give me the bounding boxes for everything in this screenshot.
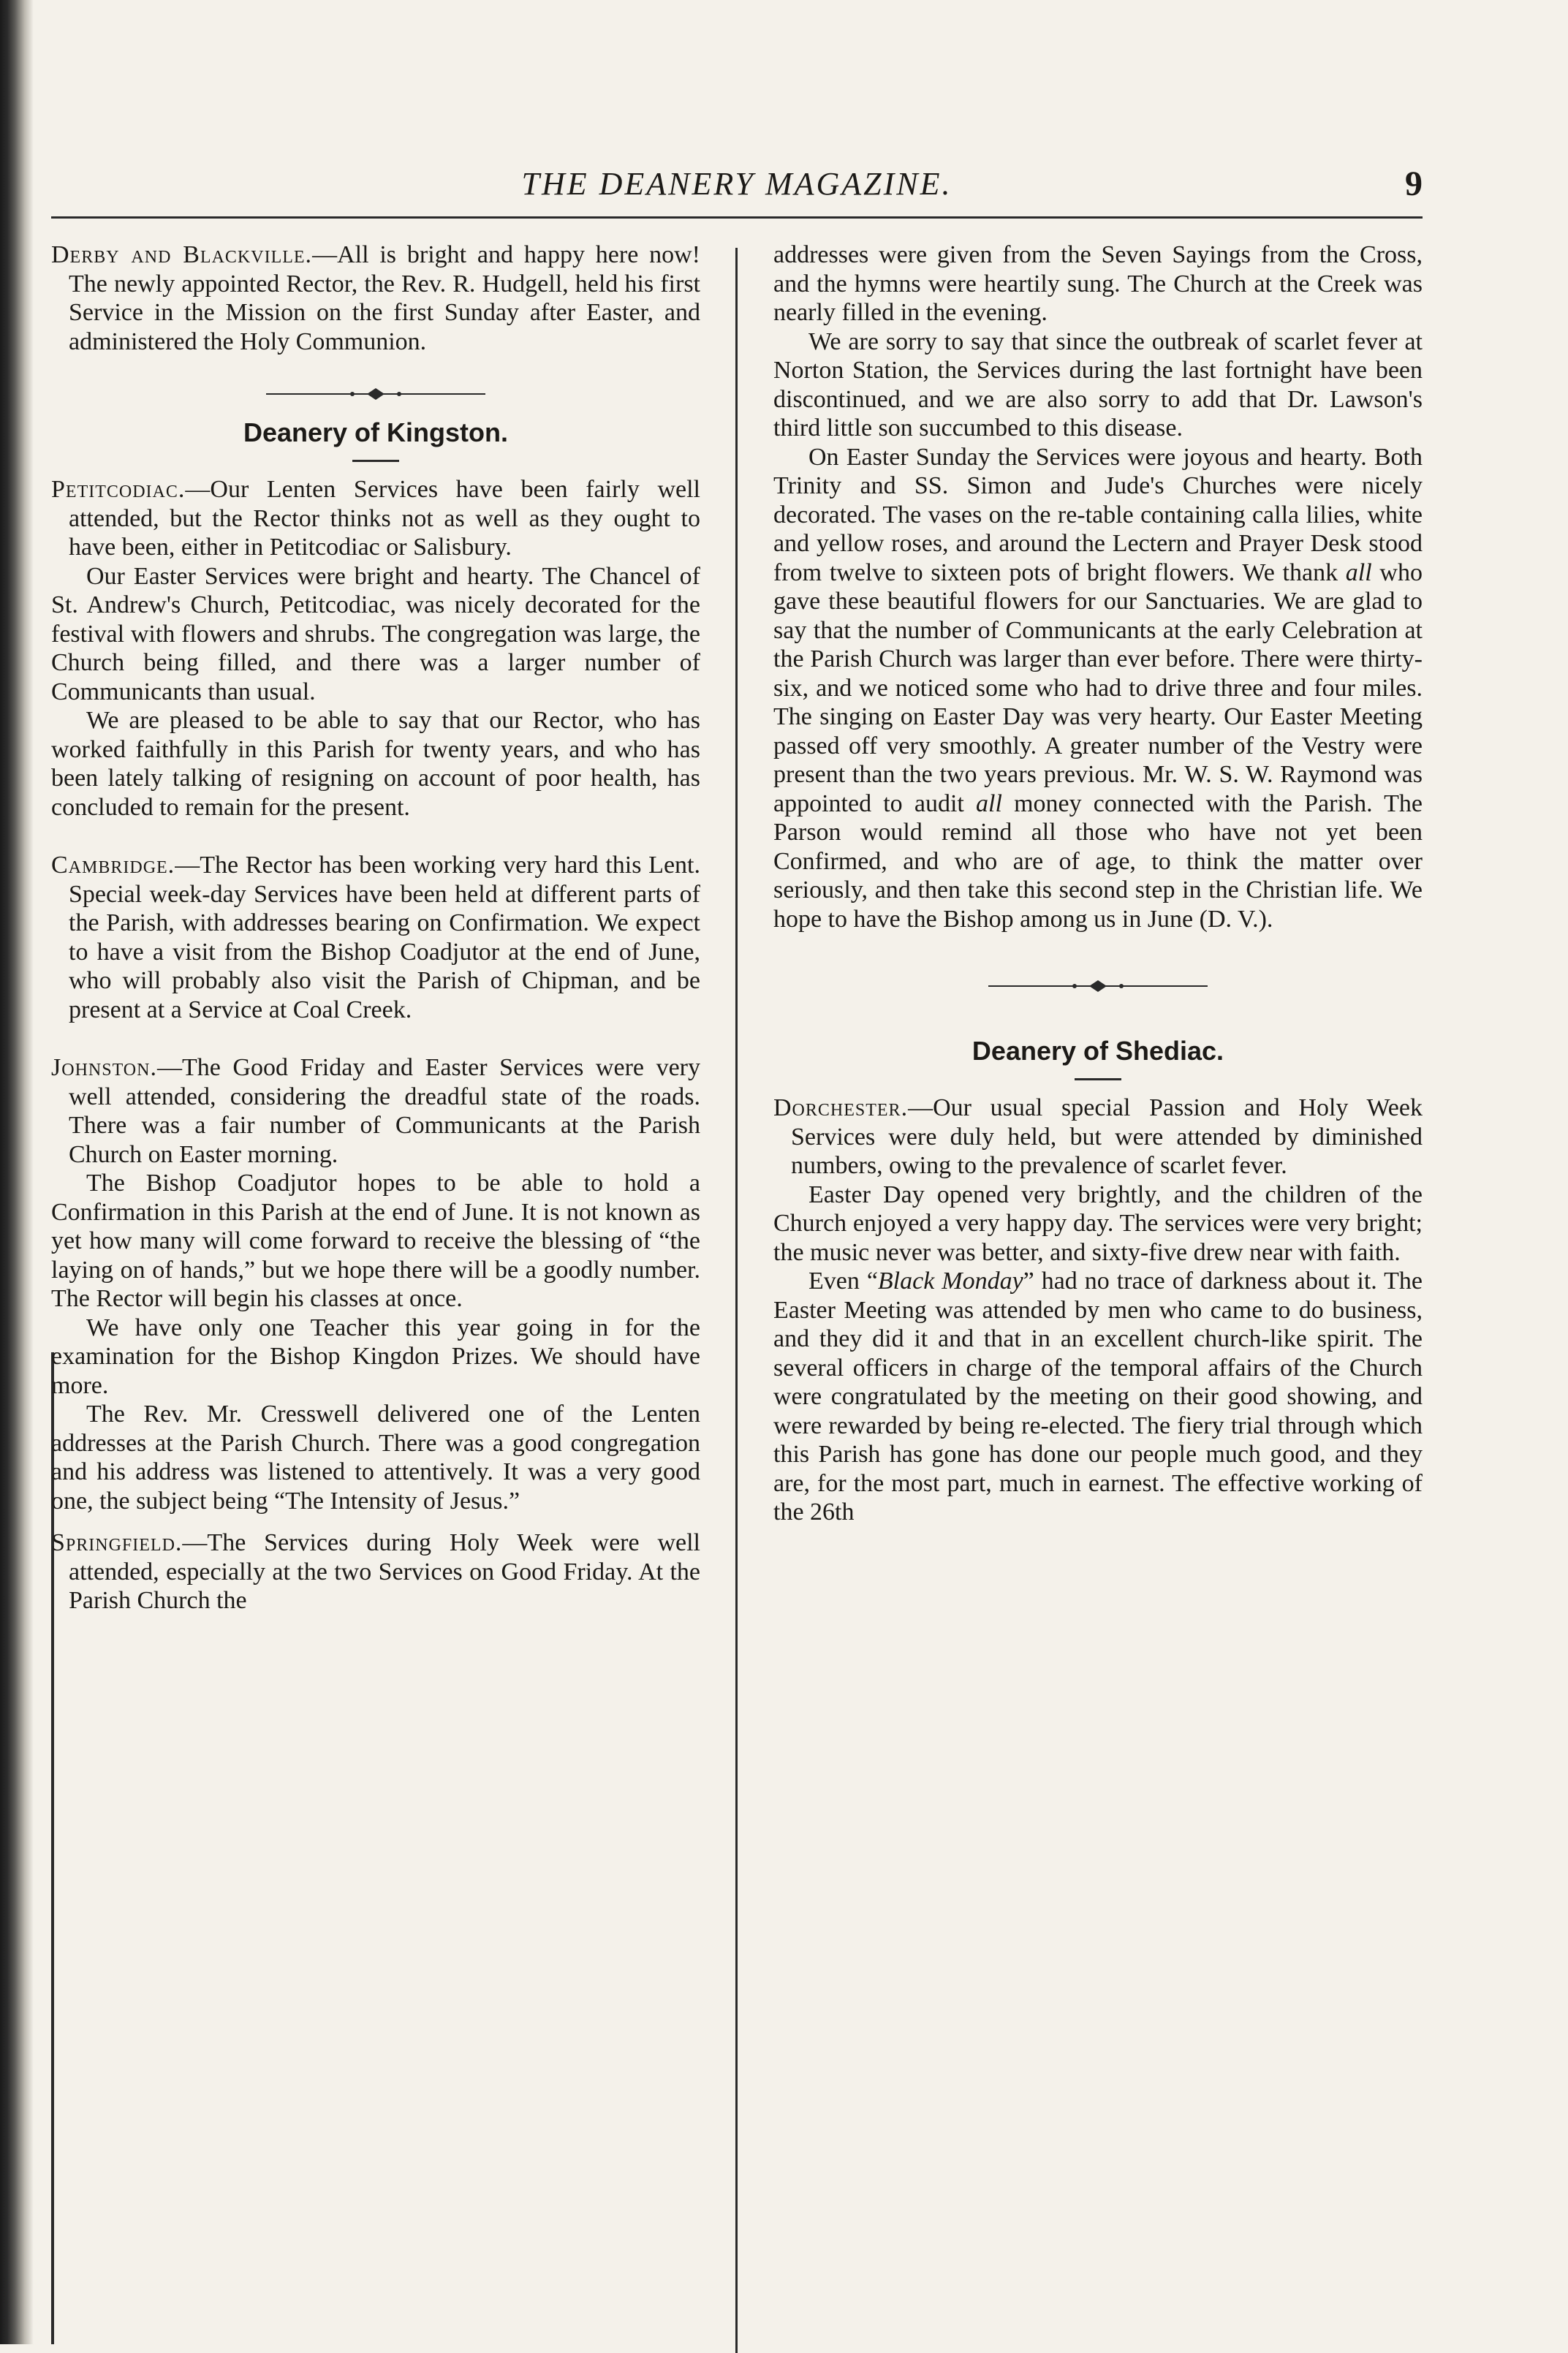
paragraph-dorchester-3: Even “Black Monday” had no trace of darkness about it. The Easter Meeting was attended by men who came to do business, and they did it and that in an excellent church-like spirit. The several officers in charge of the temporal affairs of the Church were congratulated by the meeting on their good showing, and were rewarded by being re-elected. The fiery trial through which this Parish has gone has done our people much good, and they are, for the most part, much in earnest. The effective working of the 26th <box>773 1268 1423 1526</box>
paragraph-johnston-1: Johnston.—The Good Friday and Easter Services were very well attended, considering the dreadful state of the roads. There was a fair number of Communicants at the Parish Church on Easter morning. <box>51 1054 700 1168</box>
paragraph-petitcodiac-1: Petitcodiac.—Our Lenten Services have been fairly well attended, but the Rector thinks not as well as they ought to have been, either in Petitcodiac or Salisbury. <box>51 476 700 561</box>
right-column <box>773 240 1423 1615</box>
paragraph-petitcodiac-3: We are pleased to be able to say that our Rector, who has worked faithfully in this Parish for twenty years, and who has been lately talking of resigning on account of poor health, has concluded to remain for the present. <box>51 707 700 821</box>
paragraph-springfield-cont-3: On Easter Sunday the Services were joyous and hearty. Both Trinity and SS. Simon and Jude's Churches were nicely decorated. The vases on the re-table containing calla lilies, white and yellow roses, and around the Lectern and Prayer Desk stood from twelve to sixteen pots of bright flowers. We thank all who gave these beautiful flowers for our Sanctuaries. We are glad to say that the number of Communicants at the early Celebration at the Parish Church was larger than ever before. There were thirty-six, and we noticed some who had to drive three and four miles. The singing on Easter Day was very hearty. Our Easter Meeting passed off very smoothly. A greater number of the Vestry were present than the two years previous. Mr. W. S. W. Raymond was appointed to audit all money connected with the Parish. The Parson would remind all those who have not yet been Confirmed, and who are of age, to think the matter over seriously, and then take this second step in the Christian life. We hope to have the Bishop among us in June (D. V.). <box>773 443 1423 933</box>
paragraph-springfield: Springfield.—The Services during Holy Week were well attended, especially at the two Services on Good Friday. At the Parish Church the <box>51 1529 700 1614</box>
place-name-johnston: Johnston. <box>51 1054 157 1081</box>
place-name-petitcodiac: Petitcodiac. <box>51 476 186 503</box>
section-divider-ornament <box>988 977 1208 995</box>
paragraph-johnston-4: The Rev. Mr. Cresswell delivered one of the Lenten addresses at the Parish Church. There was a good congregation and his address was listened to attentively. It was a very good one, the subject being “The Intensity of Jesus.” <box>51 1401 700 1515</box>
spacer <box>51 1515 700 1528</box>
binding-edge <box>0 0 34 2344</box>
header-rule <box>51 216 1423 219</box>
paragraph-derby: Derby and Blackville.—All is bright and happy here now! The newly appointed Rector, the Rev. R. Hudgell, held his first Service in the Mission on the first Sunday after Easter, and administered the Holy Communion. <box>51 241 701 355</box>
paragraph-springfield-cont-1: addresses were given from the Seven Sayings from the Cross, and the hymns were heartily sung. The Church at the Creek was nearly filled in the evening. <box>773 241 1423 326</box>
place-name-derby: Derby and Blackville. <box>51 241 313 268</box>
section-heading-shediac: Deanery of Shediac. <box>972 1036 1224 1066</box>
emphasis-all: all <box>1345 558 1372 586</box>
emphasis-black-monday: Black Monday <box>877 1268 1023 1295</box>
place-name-springfield: Springfield. <box>51 1529 183 1556</box>
running-title: THE DEANERY MAGAZINE. <box>521 166 952 202</box>
paragraph-cambridge: Cambridge.—The Rector has been working very hard this Lent. Special week-day Services have been held at different parts of the Parish, with addresses bearing on Confirmation. We expect to have a visit from the Bishop Coadjutor at the end of June, who will probably also visit the Parish of Chipman, and be present at a Service at Coal Creek. <box>51 852 700 1023</box>
heading-underline <box>352 460 399 462</box>
emphasis-all-2: all <box>976 789 1002 817</box>
spacer <box>773 1008 1423 1034</box>
spacer <box>51 822 700 851</box>
paragraph-johnston-2: The Bishop Coadjutor hopes to be able to hold a Confirmation in this Parish at the end of June. It is not known as yet how many will come forward to receive the blessing of “the laying on of hands,” but we hope there will be a goodly number. The Rector will begin his classes at once. <box>51 1170 700 1312</box>
paragraph-dorchester-1: Dorchester.—Our usual special Passion and Holy Week Services were duly held, but were attended by diminished numbers, owing to the prevalence of scarlet fever. <box>773 1094 1423 1179</box>
paragraph-dorchester-2: Easter Day opened very brightly, and the children of the Church enjoyed a very happy day. The services were very bright; the music never was better, and sixty-five drew near with faith. <box>773 1181 1423 1266</box>
spacer <box>51 1024 700 1053</box>
place-name-cambridge: Cambridge. <box>51 852 175 879</box>
section-divider-ornament <box>266 385 485 403</box>
running-head <box>51 162 1423 213</box>
heading-underline <box>1075 1078 1121 1080</box>
section-heading-kingston: Deanery of Kingston. <box>243 417 509 447</box>
page-number: 9 <box>1405 164 1423 203</box>
paragraph-petitcodiac-2: Our Easter Services were bright and hearty. The Chancel of St. Andrew's Church, Petitcodiac, was nicely decorated for the festival with flowers and shrubs. The congregation was large, the Church being filled, and there was a larger number of Communicants than usual. <box>51 562 700 705</box>
paragraph-johnston-3: We have only one Teacher this year going in for the examination for the Bishop Kingdon Prizes. We should have more. <box>51 1314 700 1399</box>
paragraph-springfield-cont-2: We are sorry to say that since the outbreak of scarlet fever at Norton Station, the Services during the last fortnight have been discontinued, and we are also sorry to add that Dr. Lawson's third little son succumbed to this disease. <box>773 327 1423 442</box>
place-name-dorchester: Dorchester. <box>773 1094 909 1121</box>
left-column <box>51 240 700 1615</box>
column-rule <box>735 248 738 2353</box>
two-column-body <box>51 240 1423 1615</box>
magazine-page <box>51 162 1423 1615</box>
